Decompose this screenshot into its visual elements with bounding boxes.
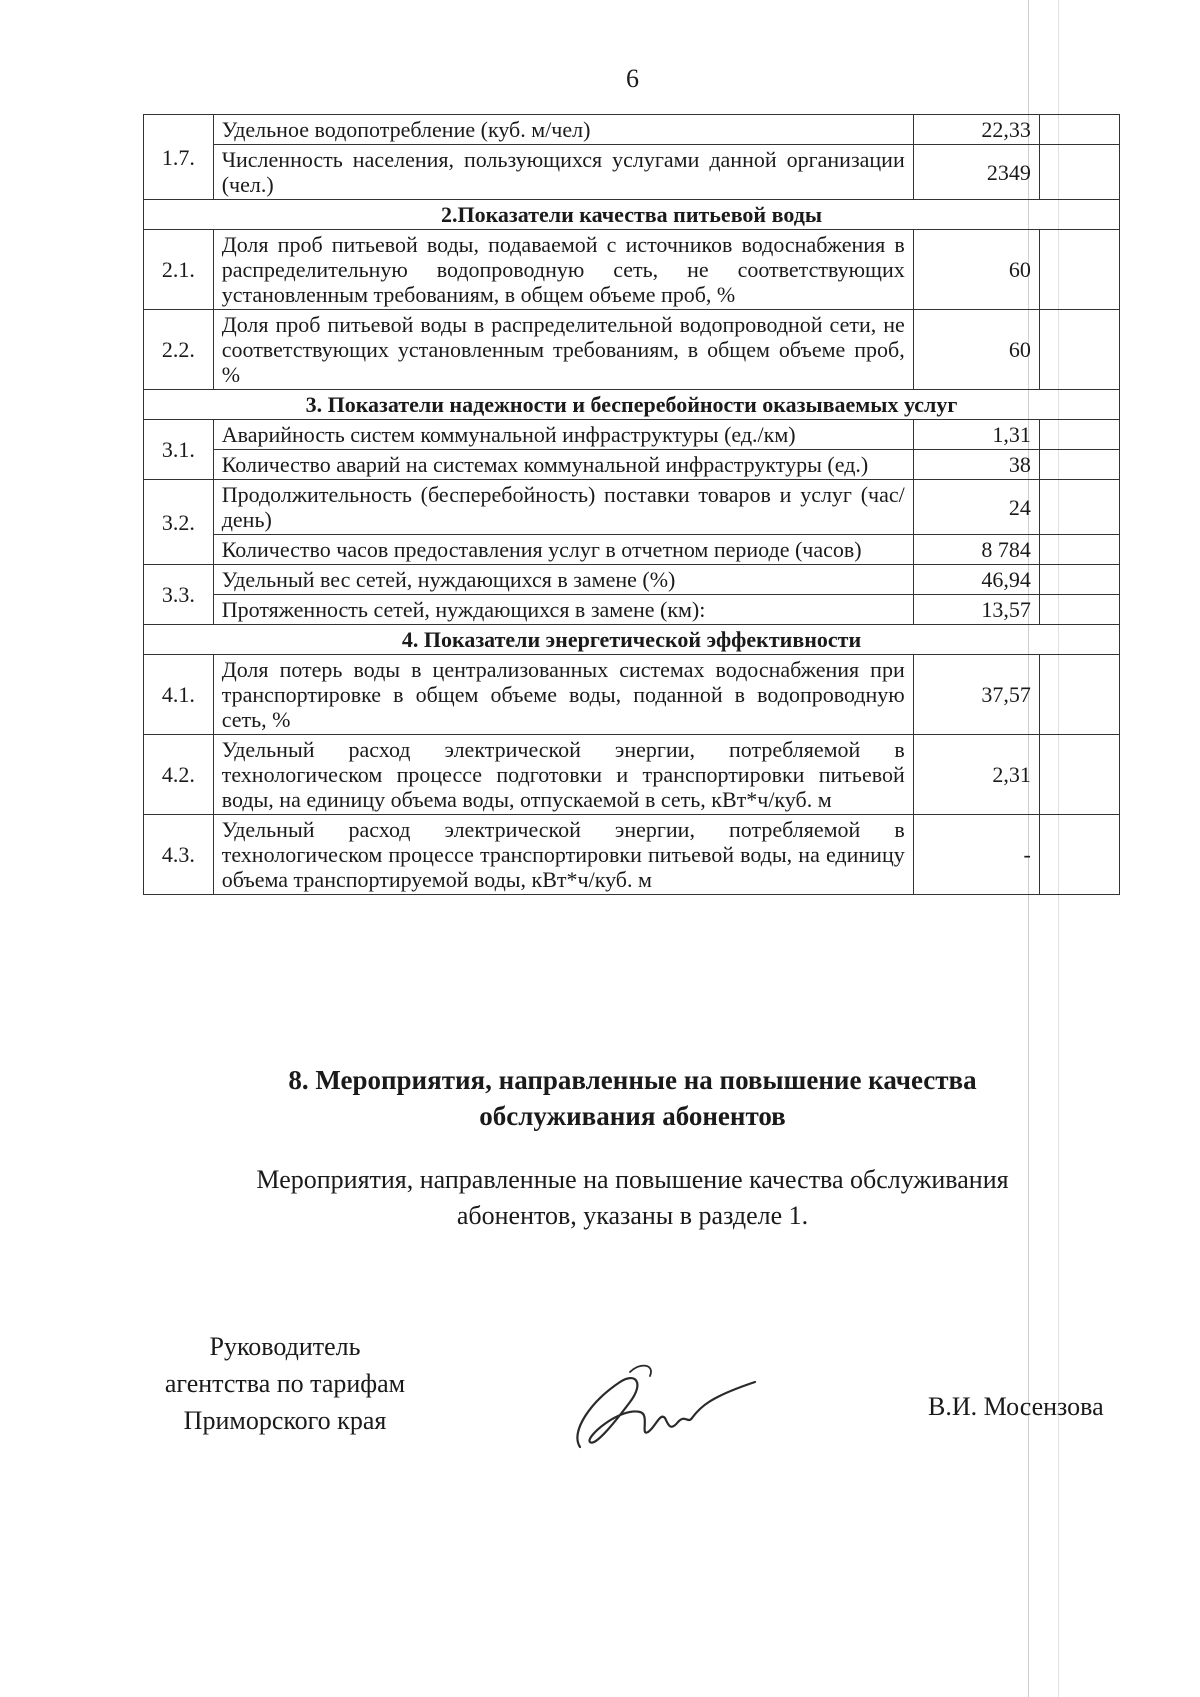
indicator-description: Продолжительность (бесперебойность) поставки товаров и услуг (час/день) bbox=[213, 480, 913, 535]
page-number: 6 bbox=[626, 64, 639, 93]
indicator-description: Аварийность систем коммунальной инфраструктуры (ед./км) bbox=[213, 420, 913, 450]
row-number: 4.3. bbox=[144, 815, 214, 895]
empty-cell bbox=[1039, 310, 1119, 390]
empty-cell bbox=[1039, 595, 1119, 625]
section-8-heading-line2: обслуживания абонентов bbox=[479, 1101, 786, 1131]
signer-name: В.И. Мосензова bbox=[928, 1392, 1104, 1421]
table-row bbox=[144, 655, 1120, 735]
row-number: 4.1. bbox=[144, 655, 214, 735]
indicator-description: Численность населения, пользующихся услугами данной организации (чел.) bbox=[213, 145, 913, 200]
row-number: 3.1. bbox=[144, 420, 214, 480]
indicator-description: Удельный расход электрической энергии, потребляемой в технологическом процессе подготовки и транспортировки питьевой воды, на единицу объема воды, отпускаемой в сеть, кВт*ч/куб. м bbox=[213, 735, 913, 815]
row-number: 1.7. bbox=[144, 115, 214, 200]
indicator-description: Доля проб питьевой воды в распределительной водопроводной сети, не соответствующих установленным требованиям, в общем объеме проб, % bbox=[213, 310, 913, 390]
signer-position-line2: агентства по тарифам bbox=[164, 1369, 406, 1398]
empty-cell bbox=[1039, 230, 1119, 310]
table-row bbox=[144, 115, 1120, 145]
empty-cell bbox=[1039, 655, 1119, 735]
indicator-value: 60 bbox=[913, 310, 1039, 390]
indicator-value: 2349 bbox=[913, 145, 1039, 200]
table-section-row bbox=[144, 390, 1120, 420]
section-8-paragraph-line1: Мероприятия, направленные на повышение качества обслуживания bbox=[256, 1165, 1009, 1194]
indicator-description: Доля проб питьевой воды, подаваемой с источников водоснабжения в распределительную водопроводную сеть, не соответствующих установленным требованиям, в общем объеме проб, % bbox=[213, 230, 913, 310]
indicator-value: - bbox=[913, 815, 1039, 895]
indicator-description: Количество аварий на системах коммунальной инфраструктуры (ед.) bbox=[213, 450, 913, 480]
indicator-value: 60 bbox=[913, 230, 1039, 310]
table-row bbox=[144, 735, 1120, 815]
indicator-value: 24 bbox=[913, 480, 1039, 535]
signer-position-line3: Приморского края bbox=[183, 1406, 387, 1435]
section-8-paragraph bbox=[200, 1162, 1065, 1234]
table-row bbox=[144, 815, 1120, 895]
table-row bbox=[144, 450, 1120, 480]
empty-cell bbox=[1039, 815, 1119, 895]
empty-cell bbox=[1039, 480, 1119, 535]
empty-cell bbox=[1039, 115, 1119, 145]
indicator-description: Удельный расход электрической энергии, потребляемой в технологическом процессе транспортировки питьевой воды, на единицу объема транспортируемой воды, кВт*ч/куб. м bbox=[213, 815, 913, 895]
indicator-value: 46,94 bbox=[913, 565, 1039, 595]
signer-position bbox=[140, 1328, 430, 1439]
indicators-table-body bbox=[144, 115, 1120, 895]
indicator-description: Количество часов предоставления услуг в отчетном периоде (часов) bbox=[213, 535, 913, 565]
section-title: 2.Показатели качества питьевой воды bbox=[144, 200, 1120, 230]
indicator-value: 2,31 bbox=[913, 735, 1039, 815]
row-number: 3.3. bbox=[144, 565, 214, 625]
table-row bbox=[144, 310, 1120, 390]
indicator-description: Доля потерь воды в централизованных системах водоснабжения при транспортировке в общем объеме воды, поданной в водопроводную сеть, % bbox=[213, 655, 913, 735]
table-row bbox=[144, 565, 1120, 595]
table-row bbox=[144, 230, 1120, 310]
handwritten-signature bbox=[560, 1352, 760, 1462]
empty-cell bbox=[1039, 565, 1119, 595]
row-number: 3.2. bbox=[144, 480, 214, 565]
section-title: 4. Показатели энергетической эффективности bbox=[144, 625, 1120, 655]
indicator-description: Удельное водопотребление (куб. м/чел) bbox=[213, 115, 913, 145]
empty-cell bbox=[1039, 145, 1119, 200]
indicator-value: 38 bbox=[913, 450, 1039, 480]
indicator-value: 22,33 bbox=[913, 115, 1039, 145]
table-row bbox=[144, 595, 1120, 625]
table-row bbox=[144, 145, 1120, 200]
empty-cell bbox=[1039, 420, 1119, 450]
table-section-row bbox=[144, 625, 1120, 655]
row-number: 4.2. bbox=[144, 735, 214, 815]
section-8-heading bbox=[200, 1062, 1065, 1134]
empty-cell bbox=[1039, 535, 1119, 565]
section-8-heading-line1: 8. Мероприятия, направленные на повышение качества bbox=[288, 1065, 977, 1095]
indicator-value: 1,31 bbox=[913, 420, 1039, 450]
table-section-row bbox=[144, 200, 1120, 230]
empty-cell bbox=[1039, 735, 1119, 815]
table-row bbox=[144, 480, 1120, 535]
row-number: 2.2. bbox=[144, 310, 214, 390]
indicator-description: Удельный вес сетей, нуждающихся в замене (%) bbox=[213, 565, 913, 595]
indicators-table bbox=[143, 114, 1120, 895]
row-number: 2.1. bbox=[144, 230, 214, 310]
signer-position-line1: Руководитель bbox=[209, 1332, 361, 1361]
section-8-paragraph-line2: абонентов, указаны в разделе 1. bbox=[456, 1201, 809, 1230]
indicator-value: 37,57 bbox=[913, 655, 1039, 735]
indicator-description: Протяженность сетей, нуждающихся в замене (км): bbox=[213, 595, 913, 625]
section-title: 3. Показатели надежности и бесперебойности оказываемых услуг bbox=[144, 390, 1120, 420]
table-row bbox=[144, 420, 1120, 450]
indicator-value: 8 784 bbox=[913, 535, 1039, 565]
empty-cell bbox=[1039, 450, 1119, 480]
table-row bbox=[144, 535, 1120, 565]
indicator-value: 13,57 bbox=[913, 595, 1039, 625]
